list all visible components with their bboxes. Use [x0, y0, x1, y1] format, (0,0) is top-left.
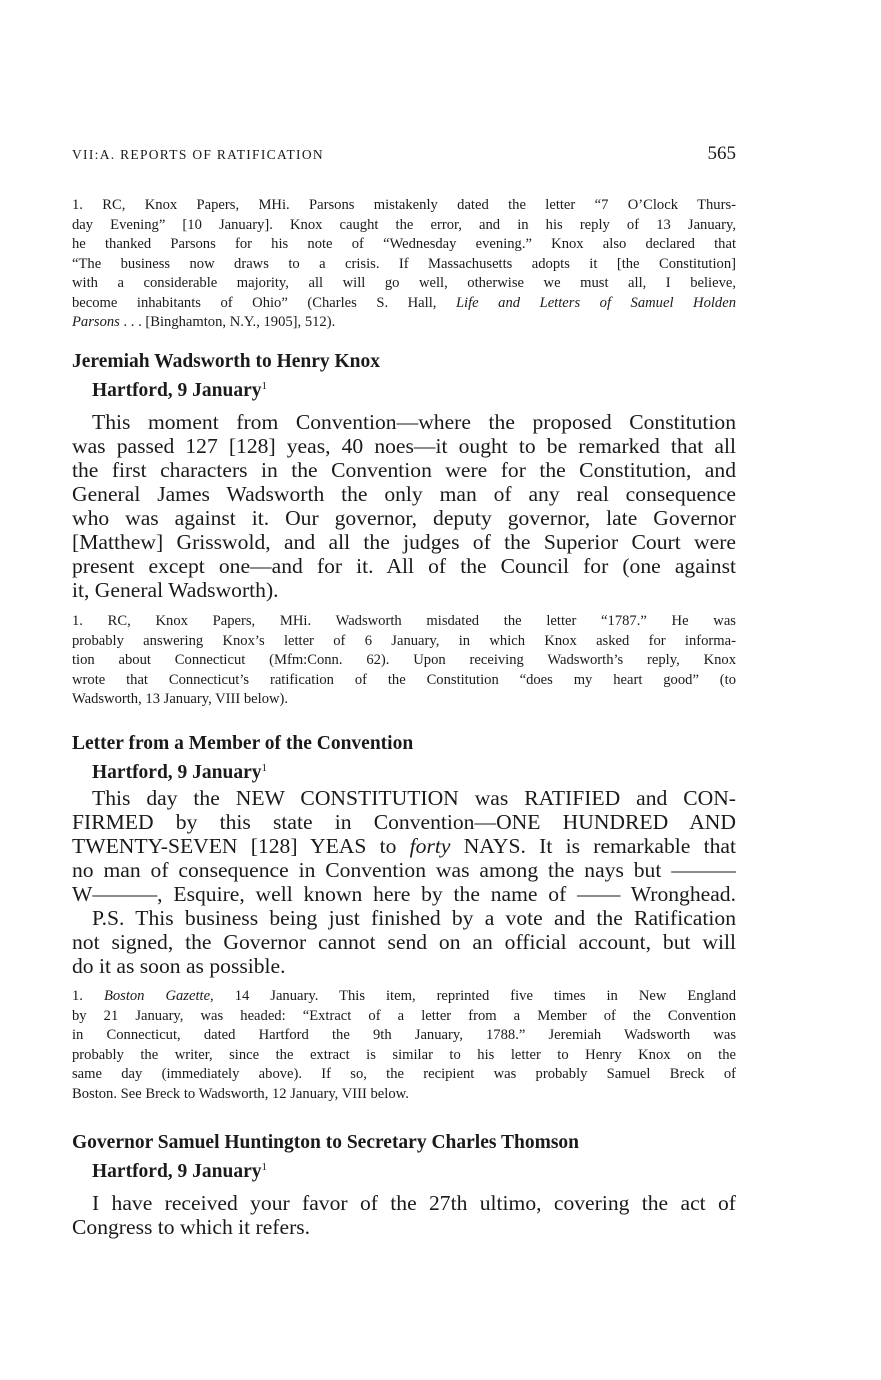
note-line: Boston. See Breck to Wadsworth, 12 January, VIII below.	[72, 1085, 409, 1102]
note-line: same day (immediately above). If so, the recipient was probably Samuel Breck of	[72, 1066, 736, 1082]
note-line	[72, 294, 736, 314]
letter-body-member	[72, 786, 736, 978]
body-line: present except one—and for it. All of the Council for (one against	[72, 554, 736, 578]
note-line: probably answering Knox’s letter of 6 January, in which Knox asked for informa-	[72, 632, 736, 649]
letter-body-huntington	[72, 1191, 736, 1239]
letter-body-wadsworth	[72, 410, 736, 602]
note-line: probably the writer, since the extract is similar to his letter to Henry Knox on the	[72, 1046, 736, 1063]
body-line: P.S. This business being just finished by a vote and the Ratification	[92, 906, 736, 930]
footnote-parsons	[72, 196, 736, 333]
footnote-member	[72, 987, 736, 1104]
body-line: W———, Esquire, well known here by the name of —— Wronghead.	[72, 882, 736, 906]
body-line: who was against it. Our governor, deputy governor, late Governor	[72, 506, 736, 530]
document-heading-member	[72, 731, 736, 785]
note-line: Wadsworth, 13 January, VIII below).	[72, 691, 289, 707]
note-line	[72, 313, 736, 333]
page-number: 565	[707, 143, 736, 164]
note-line: in Connecticut, dated Hartford the 9th January, 1788.” Jeremiah Wadsworth was	[72, 1027, 736, 1043]
document-heading-wadsworth	[72, 349, 736, 403]
note-line: day Evening” [10 January]. Knox caught the error, and in his reply of 13 January,	[72, 216, 736, 233]
body-line: Congress to which it refers.	[72, 1215, 311, 1239]
document-heading-huntington	[72, 1130, 736, 1184]
body-line: FIRMED by this state in Convention—ONE HUNDRED AND	[72, 810, 736, 834]
note-line: 1. RC, Knox Papers, MHi. Wadsworth misdated the letter “1787.” He was	[72, 613, 736, 629]
note-line: he thanked Parsons for his note of “Wednesday evening.” Knox also declared that	[72, 236, 736, 252]
footnote-mark: 1	[261, 1161, 268, 1173]
body-line: not signed, the Governor cannot send on an official account, but will	[72, 930, 736, 954]
footnote-mark: 1	[261, 762, 268, 774]
document-title: Letter from a Member of the Convention	[72, 733, 414, 754]
note-text: become inhabitants of Ohio” (Charles S. Hall,	[72, 294, 456, 311]
body-line: [Matthew] Grisswold, and all the judges of the Superior Court were	[72, 530, 736, 554]
footnote-mark: 1	[261, 380, 268, 392]
body-line: the first characters in the Convention were for the Constitution, and	[72, 458, 736, 482]
body-line: This day the NEW CONSTITUTION was RATIFIED and CON-	[92, 786, 736, 810]
body-line: This moment from Convention—where the proposed Constitution	[92, 410, 736, 434]
note-line: 1. RC, Knox Papers, MHi. Parsons mistakenly dated the letter “7 O’Clock Thurs-	[72, 197, 736, 213]
note-text: . . . [Binghamton, N.Y., 1905], 512).	[119, 314, 336, 330]
book-title-cont: Parsons	[72, 314, 120, 330]
body-line: was passed 127 [128] yeas, 40 noes—it ought to be remarked that all	[72, 434, 736, 458]
note-line: wrote that Connecticut’s ratification of the Constitution “does my heart good” (to	[72, 671, 736, 688]
body-line: it, General Wadsworth).	[72, 578, 279, 602]
note-line: 1. Boston Gazette, 14 January. This item, reprinted five times in New England	[72, 988, 737, 1004]
body-line: do it as soon as possible.	[72, 954, 286, 978]
running-head-title: VII:A. REPORTS OF RATIFICATION	[72, 147, 324, 162]
note-line: by 21 January, was headed: “Extract of a letter from a Member of the Convention	[72, 1007, 736, 1024]
body-line: no man of consequence in Convention was among the nays but ———	[72, 858, 736, 882]
body-line: General James Wadsworth the only man of any real consequence	[72, 482, 736, 506]
document-title: Governor Samuel Huntington to Secretary Charles Thomson	[72, 1132, 580, 1153]
running-head	[72, 143, 736, 167]
document-title: Jeremiah Wadsworth to Henry Knox	[72, 351, 381, 372]
note-line: tion about Connecticut (Mfm:Conn. 62). Upon receiving Wadsworth’s reply, Knox	[72, 652, 736, 668]
body-line: TWENTY-SEVEN [128] YEAS to forty NAYS. It is remarkable that	[72, 834, 736, 858]
newspaper-title: Boston Gazette,	[103, 988, 214, 1004]
footnote-wadsworth	[72, 612, 736, 710]
body-line: I have received your favor of the 27th ultimo, covering the act of	[92, 1191, 736, 1215]
note-line: with a considerable majority, all will go well, otherwise we must all, I believe,	[72, 275, 736, 291]
note-line: “The business now draws to a crisis. If Massachusetts adopts it [the Constitution]	[72, 255, 736, 272]
emphasis: forty	[409, 834, 451, 858]
dateline: Hartford, 9 January$^1$	[92, 1161, 268, 1182]
dateline: Hartford, 9 January$^1$	[92, 380, 268, 401]
book-title: Life and Letters of Samuel Holden	[455, 294, 736, 311]
dateline: Hartford, 9 January$^1$	[92, 762, 268, 783]
